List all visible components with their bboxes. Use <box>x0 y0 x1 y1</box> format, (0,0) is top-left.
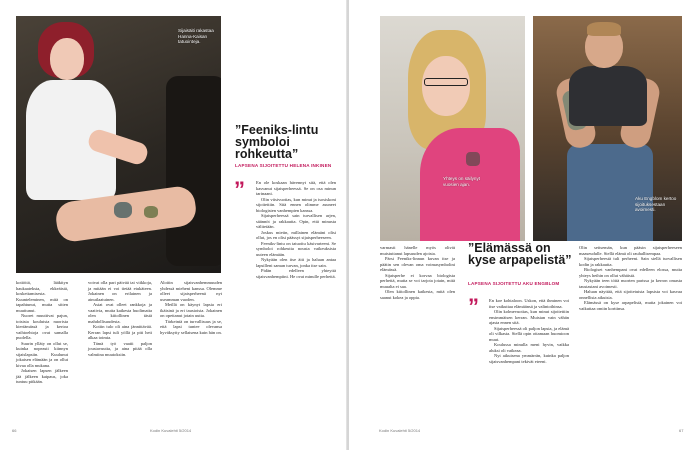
paragraph: Nyt aikuisena ymmärrän, kuinka paljon sijaisvanhempani tekivät eteeni. <box>489 353 569 364</box>
paragraph: Suurin ylläty on ollut se, kuinka nopeasti kiinnyn sijaislapsiin. Kuulunut jokaisen elämään ja on ollut kivaa olla mukana. <box>16 340 68 368</box>
paragraph: Olin kolmevuotias, kun minut sijoitettiin ensimmäisen kerran. Muistan vain vähän ajasta ennen sitä. <box>489 309 569 325</box>
paragraph: Pärsi Feeniks-linnun kuvan itse ja päätin sen olevan oma voimasymbolini elämässä. <box>380 256 455 272</box>
paragraph: varmasti hänelle myös olivät muistuttanut lapsuuden ajoista. <box>380 245 455 256</box>
body-column <box>256 180 336 279</box>
paragraph: Sijaisperheessä oli paljon lapsia, ja elämä oli vilkasta. Siellä opin ottamaan huomioon muut. <box>489 325 569 342</box>
paragraph: Tärkeintä on turvallisuus ja se, että lapsi tuntee olevansa hyväksytty sellaisena kuin hän on. <box>160 318 222 335</box>
paragraph: Nykyään olen itse äiti ja haluan antaa lapsilleni saman turvan, jonka itse sain. <box>256 257 336 268</box>
quote-mark-icon: ” <box>468 294 479 319</box>
paragraph: Haluan näyttää, että sijoitetuista lapsista voi kasvaa onnellisia aikuisia. <box>579 289 682 300</box>
paragraph: Asiat ovat olleet rankkoja ja vaativia, mutta kaikesta huolimatta olen kiitollinen tästä mahdollisuudesta. <box>88 302 152 324</box>
photo-woman-with-tattoos <box>16 16 221 273</box>
page-number: 66 <box>12 428 17 433</box>
paragraph: En ole koskaan hävennyt sitä, että olen kasvanut sijaisperheessä. Se on osa minun tarinaani. <box>256 180 336 196</box>
page-number: 67 <box>679 428 684 433</box>
tattoo-mark <box>466 152 480 166</box>
article-byline: LAPSENA SIJOITETTU AKU ENGBLOM <box>468 281 560 286</box>
magazine-footer: Kodin Kuvalehti 5/2014 <box>150 428 192 433</box>
article-headline: ”Feeniks-lintu symboloi rohkeutta” <box>235 123 319 161</box>
paragraph: En koe kohtaloon. Uskon, että ihminen voi itse vaikuttaa elämäänsä ja valintoihinsa. <box>489 298 569 309</box>
left-page <box>0 0 347 450</box>
paragraph: Olen kiitollinen kaikesta, mitä olen saanut kokea ja oppia. <box>380 289 455 300</box>
paragraph: Nuoret muuttivat pajun, toisista kouluista nuorista kiertämässä ja kertoa vaihtoehtoja ovat samalla puolella. <box>16 313 68 340</box>
figure-jeans <box>567 144 653 241</box>
body-column <box>16 280 68 385</box>
paragraph: Aloitin sijaisvanhemmuuden yhdessä mieheni kanssa. Olemme olleet sijaisperheenä nyt useamman vuoden. <box>160 280 222 302</box>
body-column <box>489 298 569 364</box>
figure-shirt <box>569 66 647 126</box>
article-byline: LAPSENA SIJOITETTU HELENA INKINEN <box>235 163 332 168</box>
paragraph: kotiöitä, lääkityn haukaateksta, ekkeäistä, koskettamisesta. Kuunteleminen, mitä on tapahtunut, mutta sitten muuttunut. <box>16 280 68 313</box>
body-column <box>380 245 455 300</box>
paragraph: Feeniks-lintu on tatuoitu käsivarteeni. Se symboloi rohkeutta nousta vaikeuksista uuteen elämään. <box>256 240 336 257</box>
photo-caption: Aku Engblom kertoo sijoituksestaan avoimesti. <box>635 196 677 213</box>
magazine-footer: Kodin Kuvalehti 5/2014 <box>379 428 421 433</box>
body-column <box>579 245 682 311</box>
photo-woman-with-glasses <box>380 16 525 241</box>
paragraph: Sijaisperheessä sain turvallisen arjen, säännöt ja rakkautta. Opin, että minusta välitetään. <box>256 213 336 229</box>
photo-caption: Sijaisäiti rakastaa Hanna-Kaisan tatuointeja. <box>178 28 214 45</box>
paragraph: Olin seitsemän, kun pääsin sijaisperheeseen maaseudulle. Siellä elämä oli rauhallisempaa. <box>579 245 682 256</box>
photo-caption: Yhteys on säilynyt vuosien ajan. <box>443 176 481 187</box>
figure-hair <box>587 22 621 36</box>
right-page <box>349 0 696 450</box>
paragraph: Meillä on käynyt lapsia eri ikäisinä ja eri taustoista. Jokainen on opettanut jotain uutta. <box>160 302 222 318</box>
paragraph: Olin viisivuotias, kun minut ja isosiskoni sijoitettiin. Sitä ennen olimme asuneet biologisten vanhempien kanssa. <box>256 196 336 213</box>
paragraph: voivat olla pari päivää tai viikkoja, ja mitään ei voi tietää etukäteen. Jokainen on erilainen ja ainutlaatuinen. <box>88 280 152 302</box>
glasses-icon <box>424 78 468 86</box>
chair-shape <box>166 76 221 266</box>
article-headline: ”Elämässä on kyse arpapelistä” <box>468 241 572 267</box>
tattoo-mark <box>114 202 132 218</box>
paragraph: Nykyään teen töitä nuorten parissa ja kerron omasta taustastani avoimesti. <box>579 278 682 289</box>
paragraph: Tämä työ vaatii paljon joustavuutta, ja aina pitää olla valmiina muutoksiin. <box>88 340 152 357</box>
paragraph: Kotiin tulo oli aina jännittävää. Kerran lapsi tuli yöllä ja piti heti alkaa toimia. <box>88 324 152 340</box>
quote-mark-icon: ” <box>234 177 245 202</box>
paragraph: Pidän edelleen yhteyttä sijaisvanhempiini. He ovat minulle perhettä. <box>256 268 336 279</box>
paragraph: Sijaisperheestä tuli perheeni. Sain siellä turvallisen kodin ja rakkautta. <box>579 256 682 267</box>
figure-face <box>50 38 84 80</box>
paragraph: Jokaisen lapsen jälkeen jää jälkeen kaipaus, joka tuntuu pitkään. <box>16 368 68 384</box>
paragraph: Sijaisperhe ei korvaa biologista perhettä, mutta se voi tarjota jotain, mitä muualta ei saa. <box>380 272 455 289</box>
tattoo-mark <box>144 206 158 218</box>
paragraph: Elämässä on kyse arpapelistä, mutta jokainen voi vaikuttaa omiin korttinsa. <box>579 300 682 311</box>
body-column <box>88 280 152 357</box>
paragraph: Biologiset vanhempani ovat edelleen elossa, mutta yhteys heihin on ollut vähäistä. <box>579 267 682 278</box>
figure-face <box>422 56 470 116</box>
paragraph: Koulussa minulla meni hyvin, vaikka aluksi oli vaikeaa. <box>489 342 569 353</box>
paragraph: Joskus mietin, millainen elämäni olisi ollut, jos en olisi päässyt sijaisperheeseen. <box>256 229 336 240</box>
body-column <box>160 280 222 335</box>
